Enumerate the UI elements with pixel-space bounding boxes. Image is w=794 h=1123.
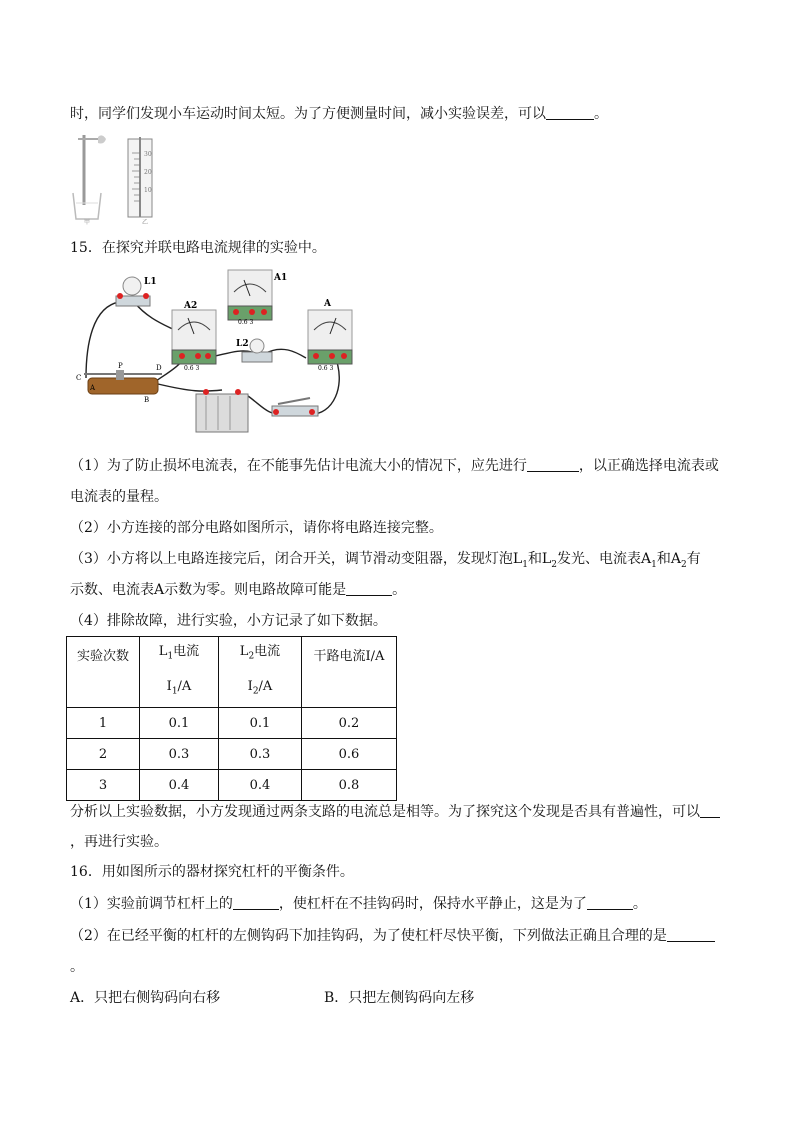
data-table bbox=[66, 636, 397, 801]
q14-figure bbox=[70, 133, 170, 225]
cell-l1-3: 0.4 bbox=[140, 770, 219, 801]
scale-image bbox=[128, 137, 152, 217]
q16-p2-line2: 。 bbox=[70, 959, 84, 975]
q15-p1-text-a: （1）为了防止损坏电流表，在不能事先估计电流大小的情况下，应先进行 bbox=[70, 458, 527, 474]
q15-p3-text-a3: 发光、电流表A bbox=[556, 551, 652, 567]
q15-p3-text-b: 示数、电流表A示数为零。则电路故障可能是 bbox=[70, 582, 347, 598]
cell-trial-2: 2 bbox=[67, 739, 140, 770]
rheostat-label-c: C bbox=[76, 374, 82, 382]
cell-l2-2: 0.3 bbox=[219, 739, 302, 770]
meter-a-scale: 0.6 3 bbox=[318, 365, 334, 372]
q16-options bbox=[70, 988, 474, 1008]
cell-main-1: 0.2 bbox=[302, 708, 397, 739]
q15-circuit-figure bbox=[72, 266, 356, 436]
bulb-l1-label: L1 bbox=[144, 277, 157, 287]
rheostat-label-a: A bbox=[90, 384, 96, 392]
cell-main-3: 0.8 bbox=[302, 770, 397, 801]
q16-p2-answer-blank[interactable] bbox=[667, 927, 715, 942]
q15-p1-line1 bbox=[70, 456, 719, 476]
meter-a2-scale: 0.6 3 bbox=[184, 365, 200, 372]
meter-a bbox=[308, 299, 352, 372]
scale-tick-10: 10 bbox=[144, 187, 152, 194]
q15-p4: （4）排除故障，进行实验，小方记录了如下数据。 bbox=[70, 613, 387, 629]
bulb-l1 bbox=[116, 277, 157, 306]
option-a[interactable]: A．只把右侧钩码向右移 bbox=[70, 990, 221, 1006]
q15-p3-line1: （3）小方将以上电路连接完后，闭合开关，调节滑动变阻器，发现灯泡$L_1$和$L_2$发光、电流表$A_1$和$A_2$有 bbox=[70, 551, 701, 570]
meter-a2-label: A2 bbox=[184, 301, 198, 311]
q15-p1-text-b: ，以正确选择电流表或 bbox=[578, 458, 719, 474]
rheostat-label-d: D bbox=[156, 364, 162, 372]
rheostat bbox=[76, 362, 162, 404]
q16-p1-text-b: ，使杠杆在不挂钩码时，保持水平静止，这是为了 bbox=[278, 896, 587, 912]
cell-trial-3: 3 bbox=[67, 770, 140, 801]
q15-p3-text-a: （3）小方将以上电路连接完后，闭合开关，调节滑动变阻器，发现灯泡L bbox=[70, 551, 523, 567]
rheostat-label-b: B bbox=[144, 396, 150, 404]
q15-p3-answer-blank[interactable] bbox=[346, 581, 392, 596]
q14-end-punct: 。 bbox=[594, 106, 608, 122]
q15-analysis-line2: ，再进行实验。 bbox=[70, 834, 168, 850]
q16-p1-blank-1[interactable] bbox=[233, 895, 279, 910]
header-l1: $L_1$电流 $I_1/A$ bbox=[140, 637, 219, 708]
q14-line bbox=[70, 104, 608, 124]
meter-a2 bbox=[172, 301, 216, 372]
q15-p3-line2 bbox=[70, 580, 406, 600]
q15-analysis-text-a: 分析以上实验数据，小方发现通过两条支路的电流总是相等。为了探究这个发现是否具有普遍性，可以 bbox=[70, 804, 700, 820]
q16-p1-end: 。 bbox=[632, 896, 647, 912]
q14-answer-blank[interactable] bbox=[546, 105, 594, 120]
cell-trial-1: 1 bbox=[67, 708, 140, 739]
rheostat-label-p: P bbox=[118, 362, 123, 370]
q15-p3-text-a2: 和L bbox=[527, 551, 552, 567]
q15-p2: （2）小方连接的部分电路如图所示，请你将电路连接完整。 bbox=[70, 520, 443, 536]
q15-p3-text-a4: 和A bbox=[656, 551, 681, 567]
table-row bbox=[67, 708, 397, 739]
beaker-thermometer-image bbox=[73, 135, 106, 219]
meter-a-label: A bbox=[324, 299, 331, 309]
meter-a1-label: A1 bbox=[274, 273, 288, 283]
battery-pack bbox=[196, 389, 248, 432]
q15-title: 15．在探究并联电路电流规律的实验中。 bbox=[70, 240, 326, 256]
cell-l2-3: 0.4 bbox=[219, 770, 302, 801]
option-b[interactable]: B．只把左侧钩码向左移 bbox=[324, 990, 475, 1006]
header-trial: 实验次数 bbox=[67, 637, 140, 708]
cell-main-2: 0.6 bbox=[302, 739, 397, 770]
header-l2: $L_2$电流 $I_2/A$ bbox=[219, 637, 302, 708]
header-main: 干路电流I/A bbox=[302, 637, 397, 708]
scale-tick-20: 20 bbox=[144, 169, 152, 176]
cell-l1-2: 0.3 bbox=[140, 739, 219, 770]
q15-p1-answer-blank[interactable] bbox=[527, 457, 579, 472]
scale-tick-30: 30 bbox=[144, 151, 152, 158]
q16-p1-text-a: （1）实验前调节杠杆上的 bbox=[70, 896, 233, 912]
meter-a1-scale: 0.6 3 bbox=[238, 319, 254, 326]
fig-label-right: 乙 bbox=[142, 219, 149, 225]
q15-p3-text-a5: 有 bbox=[686, 551, 701, 567]
q16-p2-line1 bbox=[70, 926, 715, 946]
q15-analysis-line1 bbox=[70, 802, 720, 822]
q16-p1 bbox=[70, 894, 647, 914]
switch bbox=[272, 398, 318, 416]
q15-p1-line2: 电流表的量程。 bbox=[70, 489, 168, 505]
q16-p1-blank-2[interactable] bbox=[587, 895, 633, 910]
q16-p2-text-a: （2）在已经平衡的杠杆的左侧钩码下加挂钩码，为了使杠杆尽快平衡，下列做法正确且合理的是 bbox=[70, 928, 667, 944]
table-header-row bbox=[67, 637, 397, 708]
q14-text: 时，同学们发现小车运动时间太短。为了方便测量时间，减小实验误差，可以 bbox=[70, 106, 546, 122]
table-row bbox=[67, 770, 397, 801]
q15-p3-end: 。 bbox=[392, 582, 407, 598]
q15-analysis-answer-blank[interactable] bbox=[700, 803, 720, 818]
table-row bbox=[67, 739, 397, 770]
cell-l1-1: 0.1 bbox=[140, 708, 219, 739]
fig-label-left: 甲 bbox=[84, 219, 91, 225]
q16-title: 16．用如图所示的器材探究杠杆的平衡条件。 bbox=[70, 864, 354, 880]
bulb-l2-label: L2 bbox=[236, 339, 249, 349]
meter-a1 bbox=[228, 270, 287, 326]
cell-l2-1: 0.1 bbox=[219, 708, 302, 739]
